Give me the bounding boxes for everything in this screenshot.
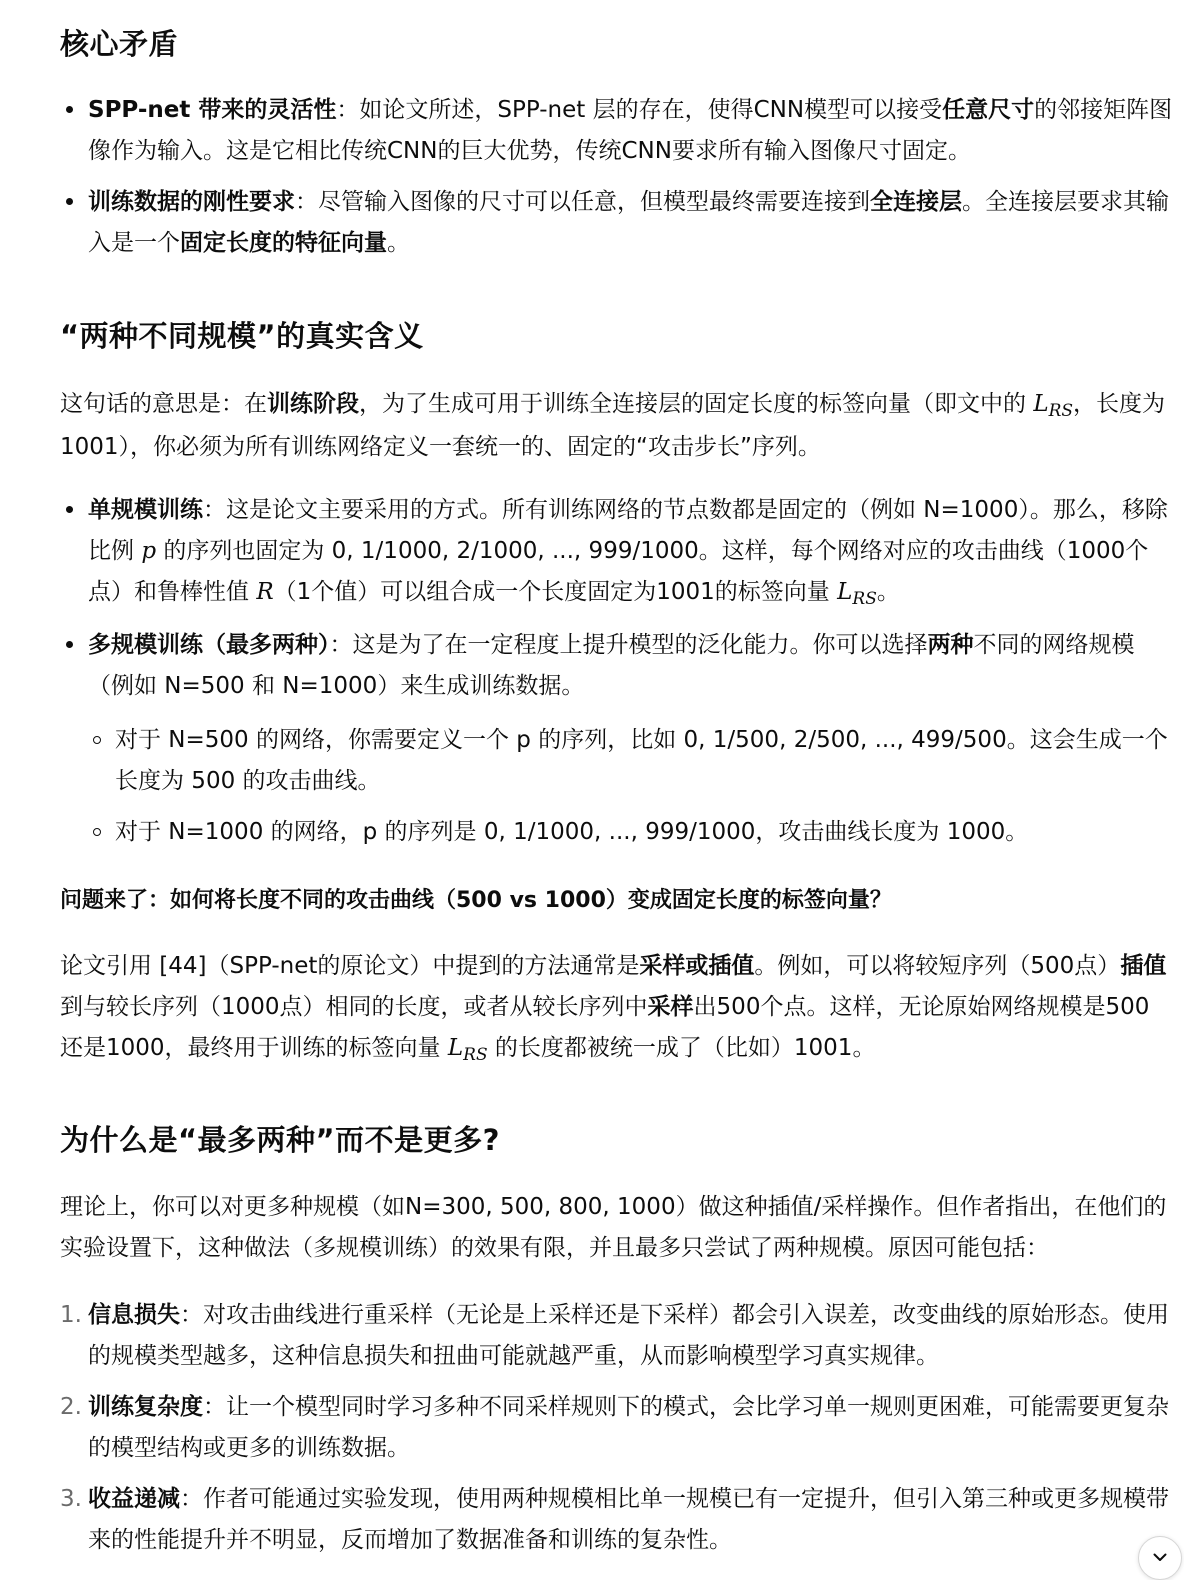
heading-core-conflict: 核心矛盾 — [60, 27, 179, 61]
list-item: 2. 训练复杂度：让一个模型同时学习多种不同采样规则下的模式，会比学习单一规则更困难，可能需要更复杂的模型结构或更多的训练数据。 — [60, 1394, 1169, 1461]
chevron-down-icon — [1153, 1553, 1167, 1562]
training-mode-list — [60, 490, 1180, 707]
math-l-rs: $L_{RS}$ — [447, 1035, 488, 1065]
math-l-rs: $L_{RS}$ — [1033, 391, 1074, 421]
list-item: 对于 N=500 的网络，你需要定义一个 p 的序列，比如 0, 1/500, 2/500, ..., 499/500。这会生成一个长度为 500 的攻击曲线。 — [60, 720, 1182, 802]
list-item: 3. 收益递减：作者可能通过实验发现，使用两种规模相比单一规模已有一定提升，但引入第三种或更多规模带来的性能提升并不明显，反而增加了数据准备和训练的复杂性。 — [60, 1486, 1169, 1553]
heading-why-two: 为什么是“最多两种”而不是更多? — [60, 1123, 500, 1157]
list-item: 训练数据的刚性要求：尽管输入图像的尺寸可以任意，但模型最终需要连接到全连接层。全连接层要求其输入是一个固定长度的特征向量。 — [60, 182, 1180, 264]
paragraph-meaning: 这句话的意思是：在训练阶段，为了生成可用于训练全连接层的固定长度的标签向量（即文中的 $L_{RS}$，长度为1001），你必须为所有训练网络定义一套统一的、固定的“攻击步长”序列。 — [60, 391, 1166, 460]
core-conflict-list — [60, 90, 1180, 264]
scroll-down-button[interactable] — [1138, 1536, 1182, 1580]
list-item: 单规模训练：这是论文主要采用的方式。所有训练网络的节点数都是固定的（例如 N=1000）。那么，移除比例 p 的序列也固定为 0, 1/1000, 2/1000, ..., 999/1000。这样，每个网络对应的攻击曲线（1000个点）和鲁棒性值 R（1个值）可以组合成一个长度固定为1001的标签向量 $L_{RS}$。 — [60, 490, 1180, 615]
paragraph-sampling: 论文引用 [44]（SPP-net的原论文）中提到的方法通常是采样或插值。例如，可以将较短序列（500点）插值到与较长序列（1000点）相同的长度，或者从较长序列中采样出500个点。这样，无论原始网络规模是500还是1000，最终用于训练的标签向量 $L_{RS}$ 的长度都被统一成了（比如）1001。 — [60, 953, 1167, 1065]
math-l-rs: $L_{RS}$ — [837, 579, 877, 609]
heading-two-scales: “两种不同规模”的真实含义 — [60, 319, 424, 353]
paragraph-theory: 理论上，你可以对更多种规模（如N=300, 500, 800, 1000）做这种插值/采样操作。但作者指出，在他们的实验设置下，这种做法（多规模训练）的效果有限，并且最多只尝试了两种规模。原因可能包括： — [60, 1194, 1167, 1261]
question-line: 问题来了：如何将长度不同的攻击曲线（500 vs 1000）变成固定长度的标签向量？ — [60, 888, 892, 913]
list-item: 1. 信息损失：对攻击曲线进行重采样（无论是上采样还是下采样）都会引入误差，改变曲线的原始形态。使用的规模类型越多，这种信息损失和扭曲可能就越严重，从而影响模型学习真实规律。 — [60, 1302, 1169, 1369]
list-item: SPP-net 带来的灵活性：如论文所述，SPP-net 层的存在，使得CNN模型可以接受任意尺寸的邻接矩阵图像作为输入。这是它相比传统CNN的巨大优势，传统CNN要求所有输入图像尺寸固定。 — [60, 90, 1180, 172]
sub-list — [60, 720, 1182, 853]
list-item: 多规模训练（最多两种）：这是为了在一定程度上提升模型的泛化能力。你可以选择两种不同的网络规模（例如 N=500 和 N=1000）来生成训练数据。 — [60, 625, 1180, 707]
reasons-list — [60, 1295, 1170, 1561]
list-item: 对于 N=1000 的网络，p 的序列是 0, 1/1000, ..., 999/1000，攻击曲线长度为 1000。 — [60, 812, 1182, 853]
